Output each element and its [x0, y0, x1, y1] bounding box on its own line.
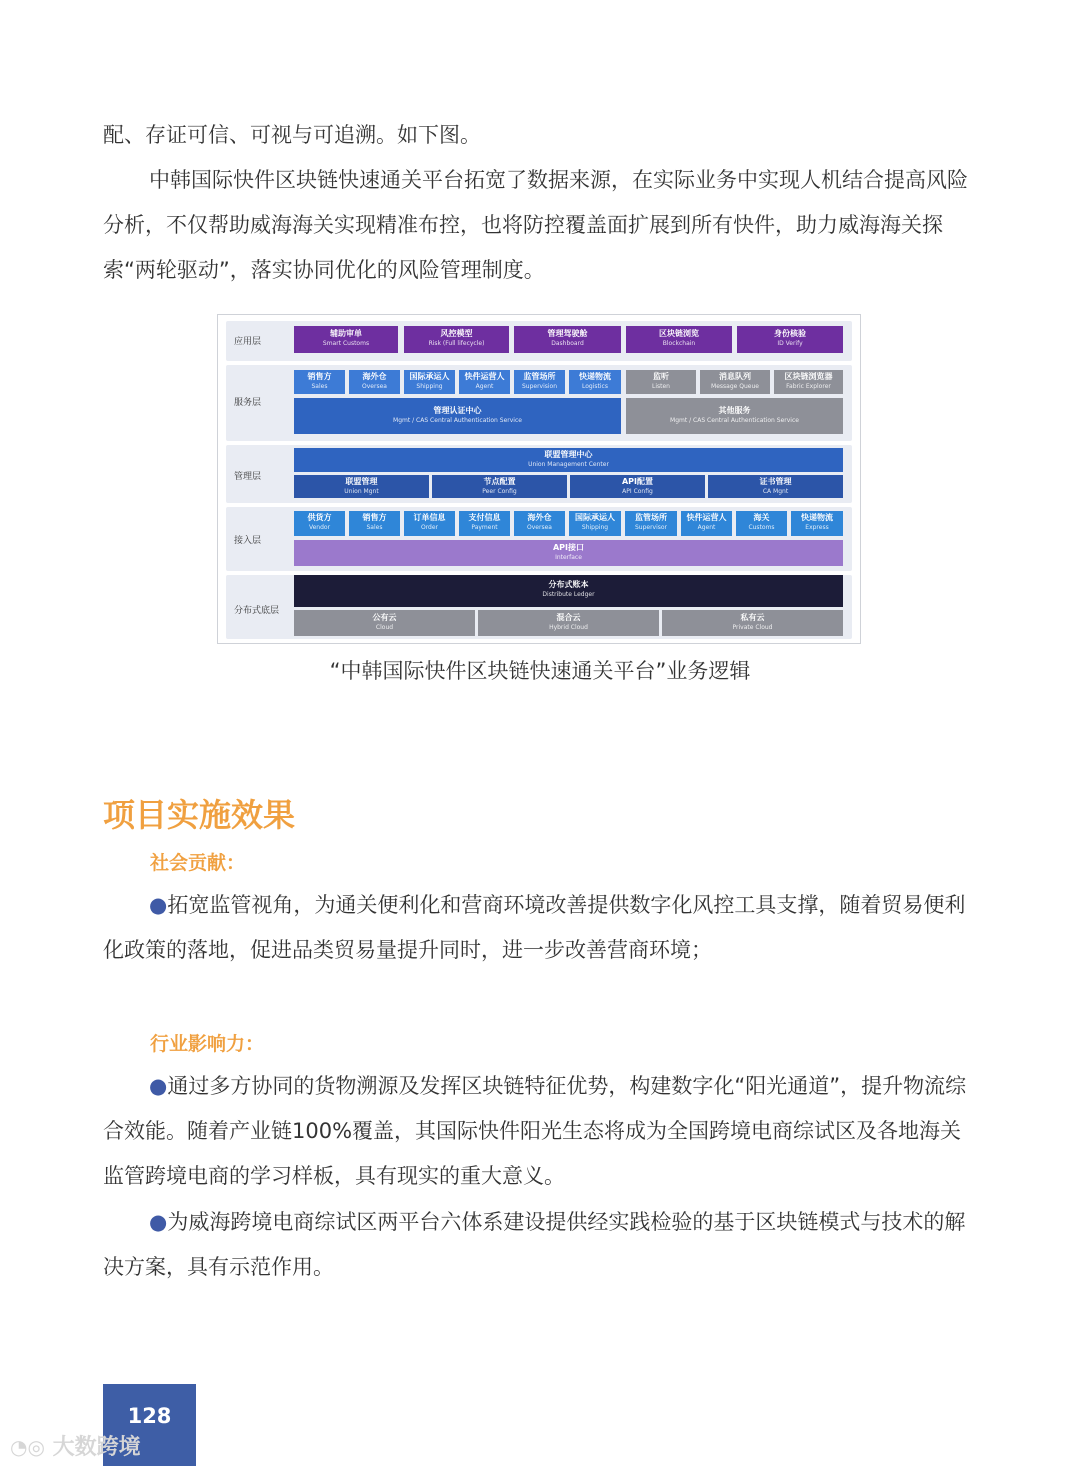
service-right-box — [700, 370, 770, 394]
app-box-dashboard — [514, 326, 621, 353]
access-box — [681, 511, 732, 536]
mgmt-box-cn: 节点配置 — [483, 477, 516, 486]
access-box — [569, 511, 621, 536]
access-box-cn: 供货方 — [307, 513, 332, 522]
service-box-cn: 监管场所 — [523, 372, 556, 381]
union-center-en: Union Management Center — [528, 461, 609, 468]
service-box-cn: 快递物流 — [579, 372, 611, 381]
industry-bullet-2 — [103, 1200, 978, 1290]
service-right-en: Fabric Explorer — [786, 383, 831, 390]
app-box-en: Smart Customs — [322, 340, 370, 347]
mgmt-box-en: Union Mgnt — [344, 488, 379, 495]
api-interface-en: Interface — [555, 554, 582, 561]
cert-center-en: Mgmt / CAS Central Authentication Service — [393, 417, 522, 424]
service-box — [294, 370, 345, 394]
service-box-cn: 海外仓 — [362, 372, 387, 381]
service-box — [404, 370, 455, 394]
app-box-risk — [404, 326, 509, 353]
app-box-cn: 区块链浏览 — [659, 329, 699, 338]
access-box — [791, 511, 843, 536]
mgmt-box — [432, 475, 567, 498]
access-box-en: Order — [420, 524, 439, 531]
other-service-box — [626, 398, 843, 434]
service-box-en: Sales — [311, 383, 328, 390]
page-number: 128 — [127, 1404, 172, 1428]
ledger-en: Distribute Ledger — [542, 591, 595, 598]
service-right-en: Message Queue — [711, 383, 759, 390]
app-box-id-verify — [737, 326, 843, 353]
app-box-cn: 管理驾驶舱 — [547, 329, 588, 338]
access-box-cn: 监管场所 — [635, 513, 667, 522]
access-box-cn: 快件运营人 — [686, 513, 727, 522]
mgmt-box — [294, 475, 429, 498]
cert-center-box — [294, 398, 621, 434]
layer-label-service: 服务层 — [234, 398, 262, 408]
access-box-en: Customs — [748, 524, 775, 531]
access-box-cn: 海外仓 — [527, 513, 552, 522]
app-box-blockchain — [626, 326, 732, 353]
mgmt-box-en: CA Mgnt — [762, 488, 789, 495]
watermark — [10, 1430, 141, 1461]
mgmt-box-cn: API配置 — [621, 477, 654, 486]
access-box-cn: 订单信息 — [413, 513, 446, 522]
industry-title: 行业影响力： — [150, 1033, 265, 1055]
layer-label-mgmt: 管理层 — [234, 472, 262, 482]
service-box — [569, 370, 621, 394]
other-service-cn: 其他服务 — [718, 406, 751, 415]
platform-paragraph: 中韩国际快件区块链快速通关平台拓宽了数据来源，在实际业务中实现人机结合提高风险分析，不仅帮助威海海关实现精准布控，也将防控覆盖面扩展到所有快件，助力威海海关探索“两轮驱动”，落实协同优化的风险管理制度。 — [103, 168, 968, 282]
cloud-box-cn: 公有云 — [372, 613, 397, 622]
access-box-en: Vendor — [308, 524, 331, 531]
bullet-icon: ● — [149, 1074, 168, 1098]
industry-bullet-1 — [103, 1064, 978, 1199]
access-box-en: Agent — [697, 524, 716, 531]
cert-center-cn: 管理认证中心 — [433, 406, 482, 415]
access-box — [625, 511, 677, 536]
access-box-cn: 支付信息 — [468, 513, 501, 522]
service-box — [349, 370, 400, 394]
app-box-cn: 辅助审单 — [330, 329, 362, 338]
union-center-box — [294, 448, 843, 472]
layer-label-ledger: 分布式底层 — [234, 606, 280, 616]
access-box — [736, 511, 787, 536]
api-interface-box — [294, 540, 843, 566]
cloud-box-cn: 私有云 — [740, 613, 765, 622]
industry-bullet-2-text: 为威海跨境电商综试区两平台六体系建设提供经实践检验的基于区块链模式与技术的解决方案，具有示范作用。 — [103, 1210, 966, 1279]
ledger-box — [294, 575, 843, 607]
intro-line: 配、存证可信、可视与可追溯。如下图。 — [103, 123, 481, 147]
layer-label-access: 接入层 — [234, 536, 262, 546]
app-box-en: ID Verify — [777, 340, 803, 347]
other-service-en: Mgmt / CAS Central Authentication Service — [670, 417, 799, 424]
access-box-en: Supervisor — [634, 524, 668, 531]
ledger-cn: 分布式账本 — [548, 580, 589, 589]
mgmt-box — [708, 475, 843, 498]
social-bullet — [103, 883, 978, 973]
bullet-icon: ● — [149, 1210, 168, 1234]
service-box — [514, 370, 565, 394]
figure-caption: “中韩国际快件区块链快速通关平台”业务逻辑 — [329, 659, 751, 683]
access-box — [404, 511, 455, 536]
service-box-en: Shipping — [416, 383, 443, 390]
social-title: 社会贡献： — [150, 852, 246, 874]
service-box-en: Logistics — [582, 383, 608, 390]
mgmt-box-en: API Config — [622, 488, 653, 495]
service-right-cn: 消息队列 — [719, 372, 751, 381]
mgmt-box-en: Peer Config — [482, 488, 517, 495]
cloud-box — [662, 610, 843, 636]
service-right-cn: 区块链浏览器 — [784, 372, 833, 381]
access-box-en: Payment — [471, 524, 498, 531]
app-box-en: Dashboard — [551, 340, 584, 347]
mgmt-box — [570, 475, 705, 498]
service-box — [459, 370, 510, 394]
layer-label-app: 应用层 — [234, 337, 262, 347]
section-title: 项目实施效果 — [103, 796, 296, 834]
access-box-cn: 销售方 — [362, 513, 387, 522]
watermark-text: 大数跨境 — [52, 1435, 141, 1460]
service-right-en: Listen — [652, 383, 670, 390]
bullet-icon: ● — [149, 893, 168, 917]
cloud-box — [294, 610, 475, 636]
mgmt-box-cn: 联盟管理 — [345, 477, 378, 486]
service-box-cn: 国际承运人 — [409, 372, 450, 381]
access-box-cn: 海关 — [753, 513, 770, 522]
access-box — [294, 511, 345, 536]
service-box-cn: 快件运营人 — [464, 372, 505, 381]
app-box-cn: 风控模型 — [440, 329, 473, 338]
access-box-en: Express — [805, 524, 829, 531]
cloud-box-cn: 混合云 — [556, 613, 581, 622]
access-box — [459, 511, 510, 536]
access-box-en: Oversea — [527, 524, 552, 531]
service-box-en: Oversea — [362, 383, 387, 390]
api-interface-cn: API接口 — [552, 543, 585, 552]
service-box-en: Agent — [475, 383, 494, 390]
access-box — [514, 511, 565, 536]
access-box — [349, 511, 400, 536]
app-box-en: Risk (Full lifecycle) — [428, 340, 485, 347]
service-box-en: Supervision — [521, 383, 558, 390]
access-box-en: Shipping — [581, 524, 609, 531]
cloud-box-en: Private Cloud — [732, 624, 773, 631]
access-box-cn: 国际承运人 — [575, 513, 615, 522]
cloud-box-en: Hybrid Cloud — [549, 624, 588, 631]
mgmt-box-cn: 证书管理 — [759, 477, 792, 486]
union-center-cn: 联盟管理中心 — [544, 450, 593, 459]
app-box-en: Blockchain — [662, 340, 696, 347]
app-box-smart-customs — [294, 326, 398, 353]
industry-bullet-1-text: 通过多方协同的货物溯源及发挥区块链特征优势，构建数字化“阳光通道”，提升物流综合效能。随着产业链100%覆盖，其国际快件阳光生态将成为全国跨境电商综试区及各地海关监管跨境电商的学习样板，具有现实的重大意义。 — [103, 1074, 967, 1188]
service-box-cn: 销售方 — [307, 372, 332, 381]
app-box-cn: 身份核验 — [774, 329, 806, 338]
access-box-en: Sales — [366, 524, 383, 531]
service-right-cn: 监听 — [653, 372, 669, 381]
architecture-diagram — [217, 314, 861, 644]
watermark-logo-icon: ◔◎ — [10, 1435, 45, 1459]
cloud-box-en: Cloud — [375, 624, 394, 631]
social-bullet-text: 拓宽监管视角，为通关便利化和营商环境改善提供数字化风控工具支撑，随着贸易便利化政策的落地，促进品类贸易量提升同时，进一步改善营商环境； — [103, 893, 966, 962]
service-right-box — [626, 370, 696, 394]
service-right-box — [774, 370, 843, 394]
access-box-cn: 快递物流 — [801, 513, 833, 522]
cloud-box — [478, 610, 659, 636]
